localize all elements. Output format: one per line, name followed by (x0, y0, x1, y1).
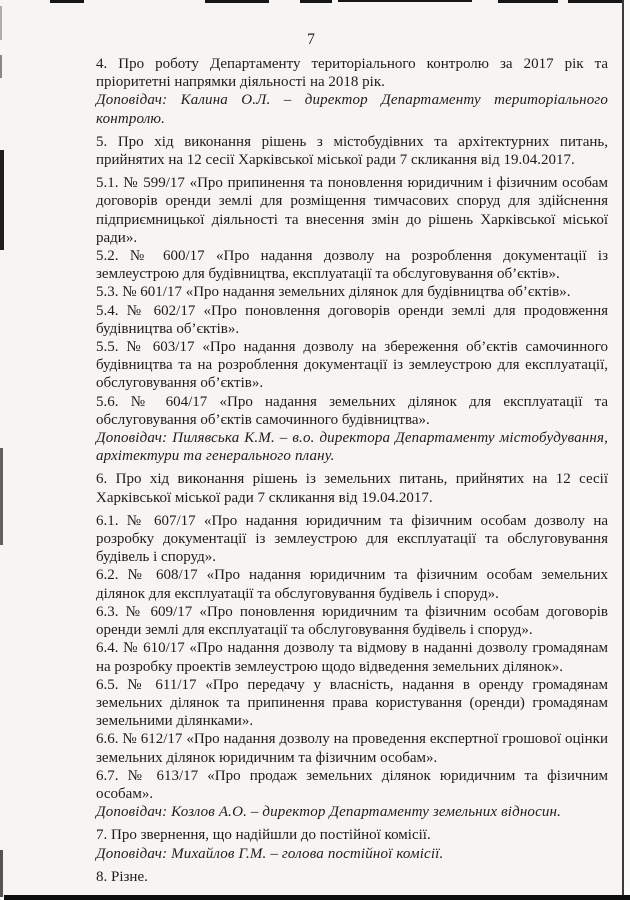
agenda-subitem-6-1: 6.1. № 607/17 «Про надання юридичним та фізичним особам дозволу на розробку документації із землеустрою для експлуатації та обслуговування будівель і споруд». (96, 512, 608, 566)
agenda-subitem-5-6: 5.6. № 604/17 «Про надання земельних ділянок для експлуатації та обслуговування об’єктів самочинного будівництва». (96, 393, 608, 428)
scan-left-smudge (0, 448, 3, 545)
agenda-subitem-5-1: 5.1. № 599/17 «Про припинення та поновлення юридичним і фізичним особам договорів оренди землі для розміщення тимчасових споруд для здійснення підприємницької діяльності та внесення змін до рішень Харківської міської ради». (96, 175, 608, 246)
speaker-line-item-7: Доповідач: Михайлов Г.М. – голова постійної комісії. (96, 845, 444, 862)
agenda-subitem-6-4: 6.4. № 610/17 «Про надання дозволу та відмову в наданні дозволу громадянам на розробку проектів землеустрою щодо відведення земельних ділянок». (96, 640, 608, 675)
scan-edge-top-segment (205, 0, 269, 3)
scan-edge-top-segment (300, 0, 332, 3)
scan-left-smudge (0, 150, 4, 250)
scan-edge-bottom (4, 895, 630, 900)
agenda-item-5: 5. Про хід виконання рішень з містобудівних та архітектурних питань, прийнятих на 12 сесії Харківської міської ради 7 скликання від 19.04.2017. (96, 133, 608, 169)
agenda-item-8: 8. Різне. (96, 868, 148, 885)
page-number: 7 (307, 31, 315, 48)
agenda-item-4: 4. Про роботу Департаменту територіального контролю за 2017 рік та пріоритетні напрямки діяльності на 2018 рік. (96, 56, 608, 91)
agenda-item-7: 7. Про звернення, що надійшли до постійної комісії. (96, 827, 431, 844)
scan-right-margin (624, 0, 630, 900)
agenda-subitem-5-5: 5.5. № 603/17 «Про надання дозволу на збереження об’єктів самочинного будівництва та на розроблення документації із землеустрою для експлуатації, обслуговування об’єктів». (96, 339, 608, 392)
scan-left-smudge (0, 55, 2, 78)
scan-edge-top-segment (568, 0, 630, 3)
scan-right-line (622, 0, 624, 900)
agenda-subitem-6-7: 6.7. № 613/17 «Про продаж земельних ділянок юридичним та фізичним особам». (96, 767, 608, 802)
scan-left-smudge (0, 850, 3, 897)
agenda-subitem-5-3: 5.3. № 601/17 «Про надання земельних ділянок для будівництва об’єктів». (96, 284, 571, 301)
speaker-line-item-6: Доповідач: Козлов А.О. – директор Департаменту земельних відносин. (96, 804, 562, 821)
agenda-subitem-6-5: 6.5. № 611/17 «Про передачу у власність, надання в оренду громадянам земельних ділянок та припинення права користування (оренди) громадянам земельними ділянками». (96, 676, 608, 730)
agenda-subitem-6-6: 6.6. № 612/17 «Про надання дозволу на проведення експертної грошової оцінки земельних ділянок юридичним та фізичним особам». (96, 731, 608, 766)
speaker-line-item-4: Доповідач: Калина О.Л. – директор Департаменту територіального контролю. (96, 92, 608, 127)
agenda-subitem-6-3: 6.3. № 609/17 «Про поновлення юридичним та фізичним особам договорів оренди землі для експлуатації та обслуговування будівель і споруд». (96, 603, 608, 639)
scan-edge-top-segment (50, 0, 84, 3)
agenda-subitem-5-4: 5.4. № 602/17 «Про поновлення договорів оренди землі для продовження будівництва об’єктів». (96, 302, 608, 337)
agenda-subitem-6-2: 6.2. № 608/17 «Про надання юридичним та фізичним особам земельних ділянок для експлуатації та обслуговування будівель і споруд». (96, 567, 608, 602)
scan-edge-top-segment (498, 0, 558, 3)
agenda-item-6: 6. Про хід виконання рішень із земельних питань, прийнятих на 12 сесії Харківської міської ради 7 скликання від 19.04.2017. (96, 471, 608, 506)
document-body (96, 55, 608, 886)
agenda-subitem-5-2: 5.2. № 600/17 «Про надання дозволу на розроблення документації із землеустрою для будівництва, експлуатації та обслуговування об’єктів». (96, 248, 608, 283)
scan-edge-top-segment (338, 0, 472, 2)
speaker-line-item-5: Доповідач: Пилявська К.М. – в.о. директора Департаменту містобудування, архітектури та генерального плану. (96, 430, 608, 465)
